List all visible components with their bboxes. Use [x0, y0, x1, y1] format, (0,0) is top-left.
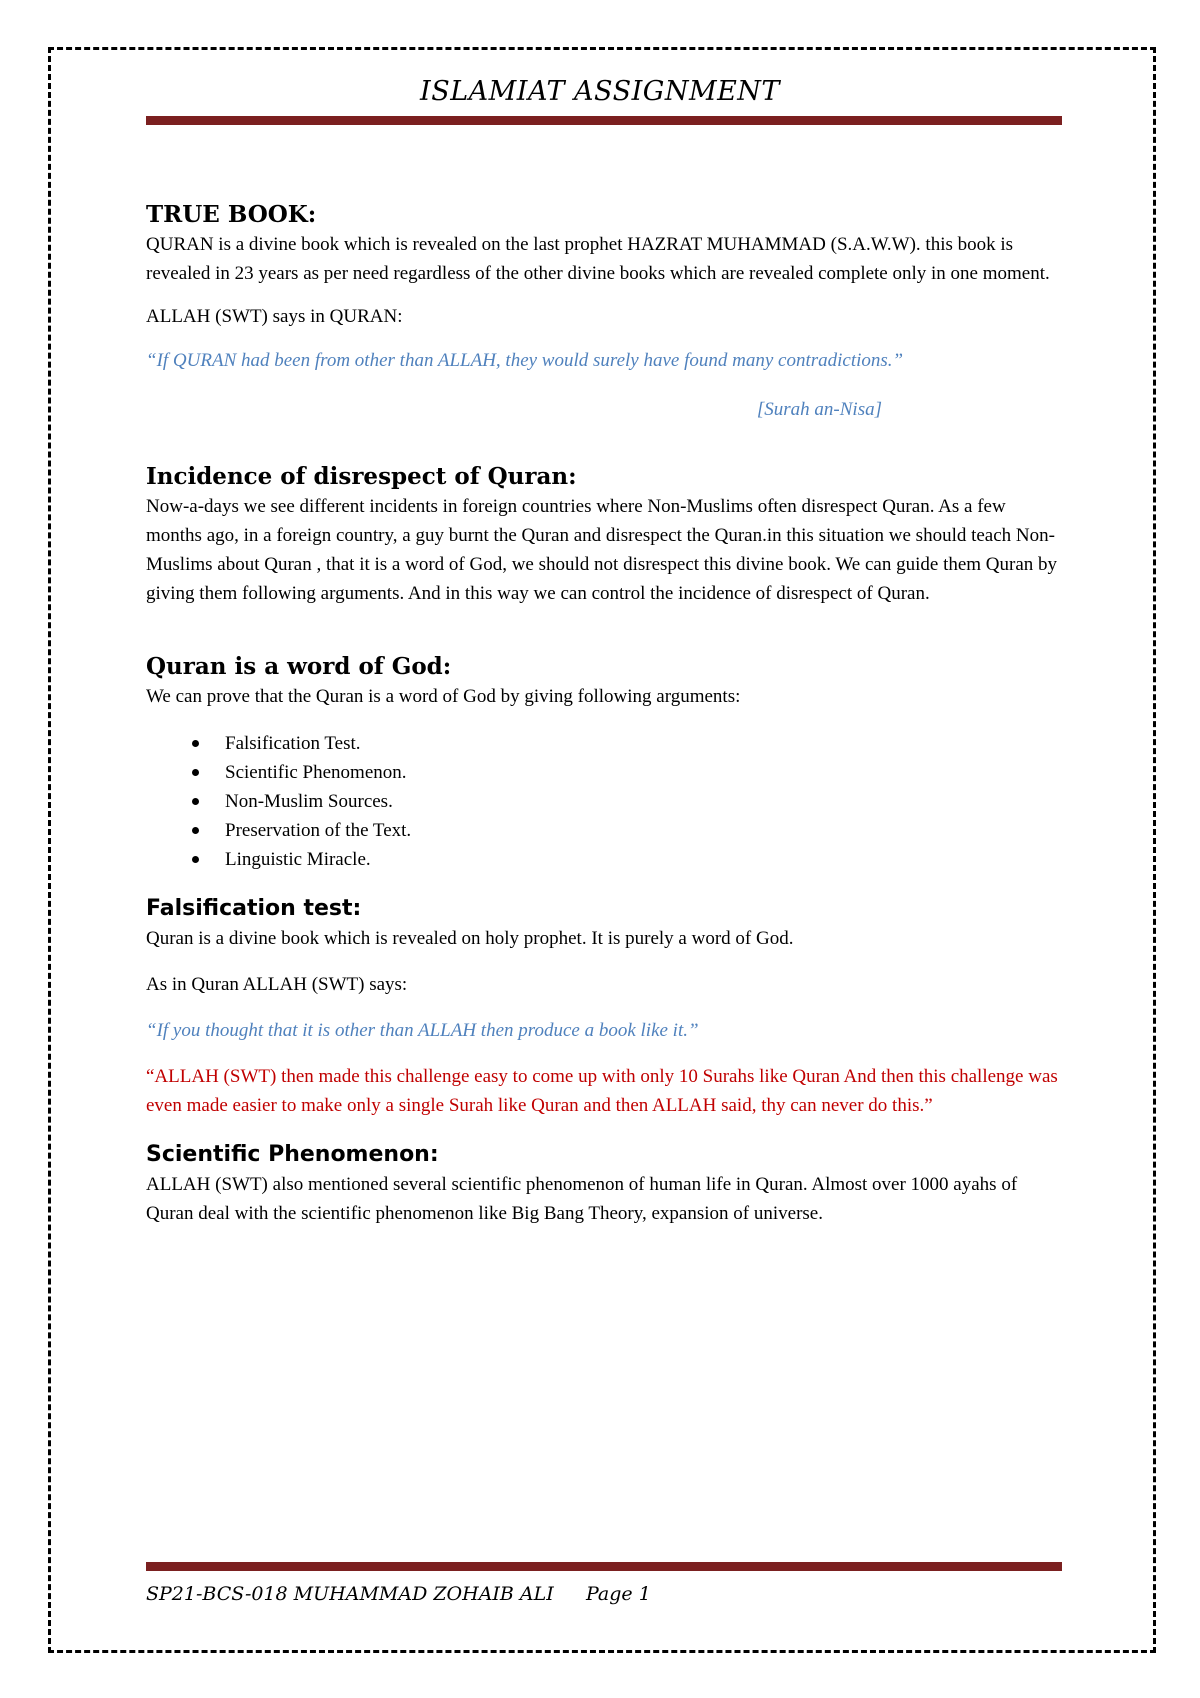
- paragraph: QURAN is a divine book which is revealed on the last prophet HAZRAT MUHAMMAD (S.A.W.W). this book is revealed in 23 years as per need regardless of the other divine books which are revealed complete only in one moment.: [146, 234, 1050, 284]
- paragraph: Quran is a divine book which is revealed on holy prophet. It is purely a word of God.: [146, 928, 794, 949]
- heading-scientific: Scientific Phenomenon:: [146, 1142, 439, 1167]
- document-body: [146, 200, 1062, 1228]
- argument-list: [146, 729, 1062, 874]
- page-number: Page 1: [586, 1583, 651, 1605]
- list-item: Scientific Phenomenon.: [192, 758, 1062, 787]
- heading-falsification: Falsification test:: [146, 896, 362, 921]
- heading-word-of-god: Quran is a word of God:: [146, 653, 452, 680]
- footer-rule: [146, 1562, 1062, 1571]
- quote-reference: [Surah an-Nisa]: [756, 399, 882, 420]
- heading-incidence: Incidence of disrespect of Quran:: [146, 463, 577, 490]
- paragraph: ALLAH (SWT) says in QURAN:: [146, 306, 403, 327]
- header-title: ISLAMIAT ASSIGNMENT: [420, 76, 780, 107]
- list-item: Falsification Test.: [192, 729, 1062, 758]
- paragraph: We can prove that the Quran is a word of God by giving following arguments:: [146, 686, 741, 707]
- list-item: Non-Muslim Sources.: [192, 787, 1062, 816]
- footer-author: SP21-BCS-018 MUHAMMAD ZOHAIB ALI: [146, 1583, 554, 1605]
- quote-blue: “If you thought that it is other than ALLAH then produce a book like it.”: [146, 1020, 699, 1041]
- paragraph: ALLAH (SWT) also mentioned several scientific phenomenon of human life in Quran. Almost over 1000 ayahs of Quran deal with the scientific phenomenon like Big Bang Theory, expansion of universe.: [146, 1174, 1018, 1224]
- list-item: Linguistic Miracle.: [192, 845, 1062, 874]
- heading-true-book: TRUE BOOK:: [146, 201, 317, 228]
- footer: [146, 1583, 1062, 1605]
- quote-red: “ALLAH (SWT) then made this challenge easy to come up with only 10 Surahs like Quran And then this challenge was even made easier to make only a single Surah like Quran and then ALLAH said, thy can never do this.”: [146, 1066, 1058, 1116]
- paragraph: Now-a-days we see different incidents in foreign countries where Non-Muslims often disrespect Quran. As a few months ago, in a foreign country, a guy burnt the Quran and disrespect the Quran.in this situation we should teach Non-Muslims about Quran , that it is a word of God, we should not disrespect this divine book. We can guide them Quran by giving them following arguments. And in this way we can control the incidence of disrespect of Quran.: [146, 496, 1058, 604]
- list-item: Preservation of the Text.: [192, 816, 1062, 845]
- quote-blue: “If QURAN had been from other than ALLAH, they would surely have found many contradictions.”: [146, 350, 904, 371]
- header-rule: [146, 116, 1062, 125]
- paragraph: As in Quran ALLAH (SWT) says:: [146, 974, 408, 995]
